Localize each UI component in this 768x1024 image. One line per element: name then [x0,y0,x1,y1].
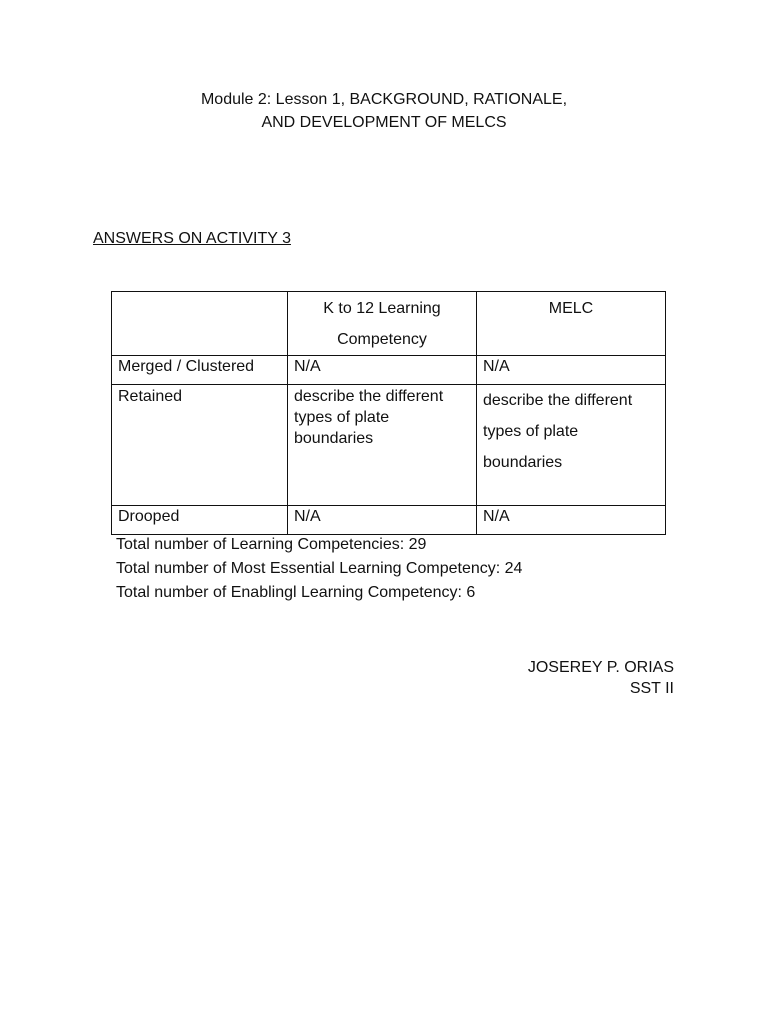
row-label-merged: Merged / Clustered [112,356,288,385]
competency-table [111,291,666,535]
melc-retained-line-2: types of plate [483,423,579,440]
header-k12-line-1: K to 12 Learning [323,300,441,317]
total-enabling: Total number of Enablingl Learning Competency: 6 [116,584,476,601]
title-line-2: AND DEVELOPMENT OF MELCS [261,114,507,131]
signature-block [528,657,674,699]
melc-retained-line-1: describe the different [483,392,633,409]
cell-melc-merged: N/A [477,356,666,385]
cell-melc-retained [477,385,666,506]
k12-retained-line-2: types of plate [294,409,390,426]
cell-melc-drooped: N/A [477,506,666,535]
header-cell-melc: MELC [477,292,666,356]
header-k12-line-2: Competency [337,331,427,348]
header-cell-k12 [288,292,477,356]
table-row [112,356,666,385]
k12-retained-line-3: boundaries [294,430,374,447]
section-heading: ANSWERS ON ACTIVITY 3 [93,230,291,247]
melc-retained-line-3: boundaries [483,454,563,471]
table-row [112,506,666,535]
row-label-retained: Retained [112,385,288,506]
table-row [112,385,666,506]
k12-retained-line-1: describe the different [294,388,444,405]
row-label-drooped: Drooped [112,506,288,535]
signatory-position: SST II [629,680,674,697]
table-header-row [112,292,666,356]
document-title [0,88,768,134]
cell-k12-merged: N/A [288,356,477,385]
signatory-name: JOSEREY P. ORIAS [527,659,674,676]
totals-block [116,533,522,605]
cell-k12-drooped: N/A [288,506,477,535]
total-learning-competencies: Total number of Learning Competencies: 29 [116,536,427,553]
title-line-1: Module 2: Lesson 1, BACKGROUND, RATIONALE, [200,91,568,108]
total-most-essential: Total number of Most Essential Learning Competency: 24 [116,560,523,577]
header-cell-empty [112,292,288,356]
cell-k12-retained [288,385,477,506]
